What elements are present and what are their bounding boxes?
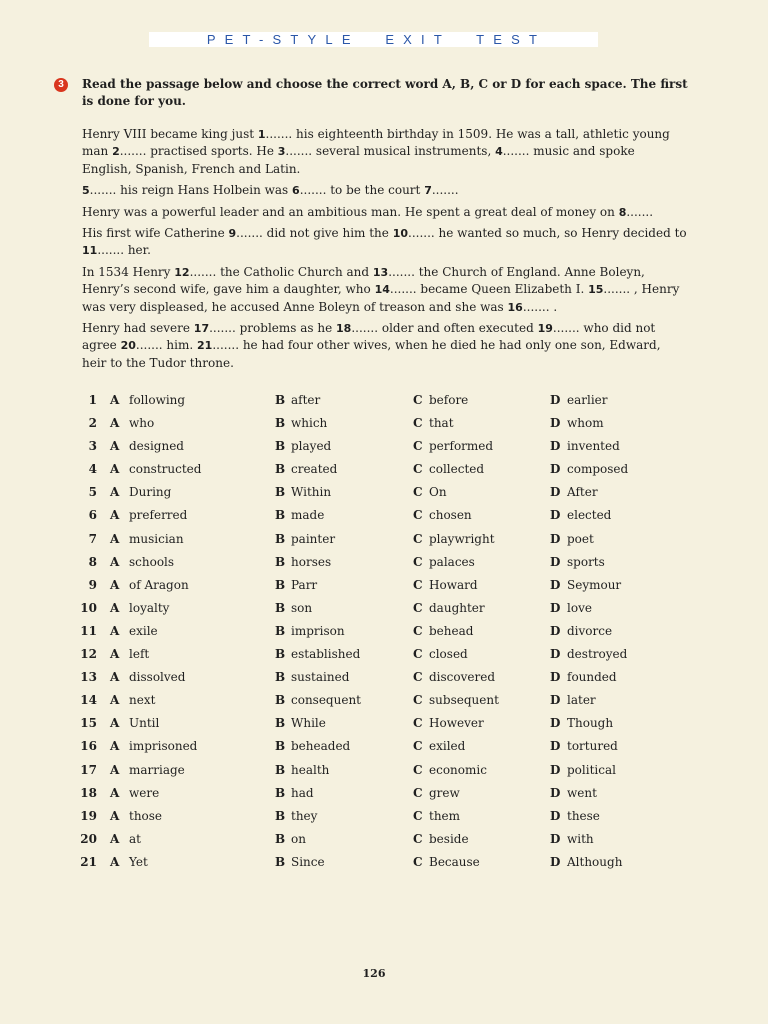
option-c-text[interactable]: Because [429, 854, 480, 869]
option-b-text[interactable]: consequent [291, 693, 361, 708]
option-letter-b: B [275, 393, 286, 407]
option-letter-c: C [413, 554, 423, 569]
gap-number: 11 [82, 244, 98, 258]
option-letter-b: B [275, 716, 286, 731]
passage-text: ....... music and spoke English, Spanish, French and Latin. [82, 144, 635, 176]
gap-number: 6 [292, 184, 300, 198]
passage-text: ....... his eighteenth birthday in 1509. He was a tall, athletic young man [82, 127, 670, 159]
option-c-text[interactable]: palaces [429, 554, 475, 569]
question-number: 6 [88, 508, 97, 523]
question-number: 3 [88, 439, 97, 454]
option-a-text[interactable]: preferred [129, 508, 188, 523]
option-letter-b: B [275, 485, 286, 500]
passage-paragraph [82, 204, 688, 221]
option-letter-b: B [275, 600, 286, 615]
option-letter-b: B [275, 808, 286, 823]
option-letter-c: C [413, 416, 423, 431]
passage-text: ....... his reign Hans Holbein was [89, 183, 293, 198]
passage-text: ....... older and often executed [351, 321, 538, 336]
passage-text: ....... to be the court [299, 183, 425, 198]
option-d-text[interactable]: earlier [567, 393, 608, 407]
option-d-text[interactable]: later [567, 693, 596, 708]
option-a-text[interactable]: next [129, 693, 156, 708]
gap-number: 13 [372, 265, 389, 279]
gap-number: 5 [82, 184, 90, 198]
question-number: 15 [80, 716, 97, 731]
option-letter-d: D [550, 462, 561, 477]
gap-number: 19 [537, 322, 553, 336]
option-letter-b: B [275, 577, 286, 592]
gap-number: 21 [197, 339, 213, 353]
option-d-text[interactable]: elected [567, 508, 612, 523]
option-letter-c: C [413, 647, 423, 662]
gap-number: 9 [228, 227, 237, 241]
question-number: 18 [80, 785, 97, 800]
question-number: 11 [80, 623, 97, 638]
question-number: 7 [88, 531, 97, 546]
option-d-text[interactable]: tortured [567, 739, 618, 754]
option-c-text[interactable]: daughter [429, 600, 485, 615]
question-number: 19 [80, 808, 97, 823]
gap-number: 20 [120, 339, 136, 353]
option-letter-d: D [550, 439, 561, 454]
exercise-number-badge: 3 [54, 78, 68, 92]
passage-text: ....... . [522, 299, 558, 314]
passage-text: His first wife Catherine [82, 226, 229, 241]
option-letter-a: A [110, 393, 120, 407]
option-b-text[interactable]: While [291, 716, 326, 731]
option-b-text[interactable]: horses [291, 554, 332, 569]
option-letter-d: D [550, 577, 561, 592]
option-letter-c: C [413, 439, 423, 454]
passage-text: ....... [431, 183, 459, 198]
question-number: 12 [80, 647, 97, 662]
option-letter-b: B [275, 670, 286, 685]
option-d-text[interactable]: went [567, 785, 597, 800]
option-a-text[interactable]: marriage [129, 762, 185, 777]
option-d-text[interactable]: founded [567, 670, 617, 685]
option-b-text[interactable]: Since [291, 854, 325, 869]
option-letter-a: A [110, 647, 120, 662]
option-b-text[interactable]: Within [291, 485, 332, 500]
question-number: 9 [88, 577, 97, 592]
option-a-text[interactable]: who [129, 416, 155, 431]
option-letter-d: D [550, 670, 561, 685]
option-a-text[interactable]: of Aragon [129, 577, 189, 592]
option-c-text[interactable]: Howard [429, 577, 478, 592]
option-d-text[interactable]: poet [567, 531, 594, 546]
option-c-text[interactable]: playwright [429, 531, 495, 546]
option-c-text[interactable]: On [429, 485, 447, 500]
option-c-text[interactable]: that [429, 416, 454, 431]
option-letter-a: A [110, 762, 120, 777]
option-letter-d: D [550, 785, 561, 800]
gap-number: 18 [336, 322, 352, 336]
option-c-text[interactable]: exiled [429, 739, 466, 754]
option-letter-b: B [275, 416, 286, 431]
option-letter-d: D [550, 716, 561, 731]
passage-paragraph [82, 225, 688, 260]
option-letter-d: D [550, 393, 561, 407]
option-letter-d: D [550, 831, 561, 846]
option-d-text[interactable]: political [567, 762, 616, 777]
passage-text: ....... did not give him the [236, 226, 393, 241]
option-a-text[interactable]: dissolved [129, 670, 186, 685]
gap-number: 17 [193, 322, 210, 336]
option-b-text[interactable]: after [291, 393, 321, 407]
option-letter-a: A [110, 808, 120, 823]
option-d-text[interactable]: with [567, 831, 594, 846]
question-number: 8 [88, 554, 97, 569]
option-a-text[interactable]: those [129, 808, 163, 823]
option-b-text[interactable]: on [291, 831, 306, 846]
option-a-text[interactable]: During [129, 485, 172, 500]
option-letter-a: A [110, 670, 120, 685]
passage-text: Henry had severe [82, 321, 194, 336]
gap-number: 2 [112, 145, 120, 159]
question-number: 14 [80, 693, 97, 708]
passage-text: ....... the Catholic Church and [189, 264, 373, 279]
option-letter-b: B [275, 854, 286, 869]
option-letter-c: C [413, 623, 423, 638]
reading-passage [82, 126, 688, 376]
option-b-text[interactable]: son [291, 600, 313, 615]
option-a-text[interactable]: Yet [129, 854, 148, 869]
passage-text: ....... who did not agree [82, 321, 656, 353]
option-letter-a: A [110, 716, 120, 731]
option-d-text[interactable]: Seymour [567, 577, 622, 592]
passage-paragraph [82, 264, 688, 316]
passage-paragraph [82, 126, 688, 178]
question-number: 5 [88, 485, 97, 500]
option-a-text[interactable]: were [129, 785, 160, 800]
option-letter-b: B [275, 762, 286, 777]
option-letter-c: C [413, 600, 423, 615]
passage-text: ....... became Queen Elizabeth I. [389, 282, 589, 297]
question-number: 16 [80, 739, 97, 754]
question-number: 10 [80, 600, 97, 615]
page-number: 126 [362, 967, 386, 980]
option-c-text[interactable]: collected [429, 462, 485, 477]
option-c-text[interactable]: grew [429, 785, 460, 800]
passage-text: ....... he wanted so much, so Henry decided to [408, 226, 687, 241]
option-letter-c: C [413, 577, 423, 592]
option-letter-b: B [275, 831, 286, 846]
option-a-text[interactable]: following [129, 393, 186, 407]
option-d-text[interactable]: these [567, 808, 600, 823]
option-b-text[interactable]: made [291, 508, 325, 523]
option-letter-b: B [275, 785, 286, 800]
option-d-text[interactable]: invented [567, 439, 620, 454]
question-number: 20 [80, 831, 97, 846]
option-letter-c: C [413, 716, 423, 731]
option-letter-a: A [110, 577, 120, 592]
passage-text: ....... the Church of England. Anne Boleyn, Henry’s second wife, gave him a daughter, who [82, 264, 645, 297]
option-letter-a: A [110, 600, 120, 615]
option-letter-d: D [550, 485, 561, 500]
option-b-text[interactable]: played [291, 439, 332, 454]
gap-number: 15 [588, 283, 604, 297]
passage-text: ....... practised sports. He [119, 144, 278, 159]
option-letter-d: D [550, 739, 561, 754]
option-b-text[interactable]: beheaded [291, 739, 351, 754]
passage-text: ....... him. [135, 338, 197, 353]
option-b-text[interactable]: health [291, 762, 330, 777]
option-letter-c: C [413, 531, 423, 546]
gap-number: 3 [277, 145, 286, 159]
question-number: 4 [88, 462, 97, 477]
option-letter-c: C [413, 854, 423, 869]
option-c-text[interactable]: them [429, 808, 461, 823]
option-b-text[interactable]: sustained [291, 670, 350, 685]
option-a-text[interactable]: constructed [129, 462, 202, 477]
option-c-text[interactable]: beside [429, 831, 469, 846]
option-a-text[interactable]: schools [129, 554, 175, 569]
option-a-text[interactable]: designed [129, 439, 184, 454]
option-letter-c: C [413, 808, 423, 823]
option-letter-c: C [413, 785, 423, 800]
option-d-text[interactable]: divorce [567, 623, 613, 638]
question-number: 2 [88, 416, 97, 431]
option-b-text[interactable]: which [291, 416, 328, 431]
option-d-text[interactable]: sports [567, 554, 605, 569]
option-b-text[interactable]: Parr [291, 577, 318, 592]
gap-number: 16 [507, 300, 523, 314]
passage-text: ....... , Henry was very displeased, he accused Anne Boleyn of treason and she was [82, 282, 680, 314]
option-d-text[interactable]: whom [567, 416, 604, 431]
option-letter-b: B [275, 623, 286, 638]
option-letter-c: C [413, 762, 423, 777]
option-letter-b: B [275, 439, 286, 454]
option-c-text[interactable]: discovered [429, 670, 496, 685]
option-letter-a: A [110, 554, 120, 569]
option-letter-b: B [275, 531, 286, 546]
gap-number: 7 [424, 184, 432, 198]
option-letter-c: C [413, 508, 423, 523]
option-letter-b: B [275, 693, 286, 708]
option-letter-d: D [550, 623, 561, 638]
option-d-text[interactable]: composed [567, 462, 629, 477]
option-letter-a: A [110, 831, 120, 846]
option-b-text[interactable]: imprison [291, 623, 345, 638]
option-d-text[interactable]: love [567, 600, 592, 615]
passage-text: ....... [626, 204, 654, 219]
option-c-text[interactable]: subsequent [429, 693, 499, 708]
passage-text: Henry was a powerful leader and an ambitious man. He spent a great deal of money on [82, 204, 619, 219]
gap-number: 8 [618, 205, 627, 219]
gap-number: 12 [174, 265, 190, 279]
option-c-text[interactable]: However [429, 716, 484, 731]
question-number: 21 [80, 854, 97, 869]
gap-number: 1 [257, 128, 266, 141]
option-c-text[interactable]: chosen [429, 508, 472, 523]
option-letter-a: A [110, 416, 120, 431]
option-letter-d: D [550, 416, 561, 431]
passage-text: ....... problems as he [209, 321, 337, 336]
option-letter-a: A [110, 485, 120, 500]
option-b-text[interactable]: established [291, 647, 361, 662]
question-number: 1 [88, 393, 97, 407]
gap-number: 10 [392, 227, 409, 241]
option-letter-d: D [550, 531, 561, 546]
instruction-text: Read the passage below and choose the correct word A, B, C or D for each space. The first is done for you. [82, 77, 688, 108]
option-letter-a: A [110, 462, 120, 477]
option-letter-d: D [550, 600, 561, 615]
option-letter-a: A [110, 785, 120, 800]
option-letter-c: C [413, 462, 423, 477]
option-letter-b: B [275, 554, 286, 569]
option-d-text[interactable]: Although [567, 854, 623, 869]
option-letter-c: C [413, 485, 423, 500]
option-letter-a: A [110, 531, 120, 546]
option-letter-a: A [110, 854, 120, 869]
gap-number: 4 [495, 145, 503, 159]
option-b-text[interactable]: painter [291, 531, 336, 546]
option-letter-b: B [275, 508, 286, 523]
option-d-text[interactable]: Though [567, 716, 614, 731]
option-letter-a: A [110, 439, 120, 454]
option-a-text[interactable]: exile [129, 623, 158, 638]
option-d-text[interactable]: After [567, 485, 598, 500]
option-b-text[interactable]: had [291, 785, 314, 800]
option-a-text[interactable]: Until [129, 716, 160, 731]
option-letter-a: A [110, 739, 120, 754]
option-letter-d: D [550, 854, 561, 869]
option-letter-d: D [550, 554, 561, 569]
option-letter-d: D [550, 508, 561, 523]
option-b-text[interactable]: they [291, 808, 318, 823]
question-number: 17 [80, 762, 97, 777]
option-c-text[interactable]: before [429, 393, 469, 407]
option-c-text[interactable]: closed [429, 647, 468, 662]
option-letter-d: D [550, 762, 561, 777]
exercise-instruction [58, 76, 698, 110]
option-letter-c: C [413, 831, 423, 846]
option-letter-c: C [413, 693, 423, 708]
option-a-text[interactable]: loyalty [129, 600, 170, 615]
page-header-title: PET-STYLE EXIT TEST [149, 32, 598, 47]
passage-paragraph [82, 320, 688, 372]
option-letter-d: D [550, 693, 561, 708]
passage-text: ....... several musical instruments, [285, 144, 496, 159]
option-letter-a: A [110, 508, 120, 523]
option-b-text[interactable]: created [291, 462, 338, 477]
gap-number: 14 [374, 283, 390, 297]
option-c-text[interactable]: behead [429, 623, 474, 638]
option-letter-d: D [550, 808, 561, 823]
option-c-text[interactable]: economic [429, 762, 487, 777]
option-d-text[interactable]: destroyed [567, 647, 628, 662]
option-a-text[interactable]: imprisoned [129, 739, 198, 754]
option-letter-a: A [110, 693, 120, 708]
option-letter-a: A [110, 623, 120, 638]
option-a-text[interactable]: at [129, 831, 141, 846]
question-number: 13 [80, 670, 97, 685]
option-letter-b: B [275, 739, 286, 754]
option-letter-c: C [413, 393, 423, 407]
option-letter-c: C [413, 670, 423, 685]
option-c-text[interactable]: performed [429, 439, 494, 454]
passage-paragraph [82, 182, 688, 199]
passage-text: In 1534 Henry [82, 264, 175, 279]
passage-text: ....... he had four other wives, when he died he had only one son, Edward, heir to the Tudor throne. [82, 338, 661, 370]
option-letter-d: D [550, 647, 561, 662]
option-letter-c: C [413, 739, 423, 754]
passage-text: Henry VIII became king just [82, 127, 258, 141]
option-letter-b: B [275, 462, 286, 477]
option-letter-b: B [275, 647, 286, 662]
option-a-text[interactable]: musician [129, 531, 184, 546]
passage-text: ....... her. [97, 243, 151, 258]
option-a-text[interactable]: left [129, 647, 150, 662]
